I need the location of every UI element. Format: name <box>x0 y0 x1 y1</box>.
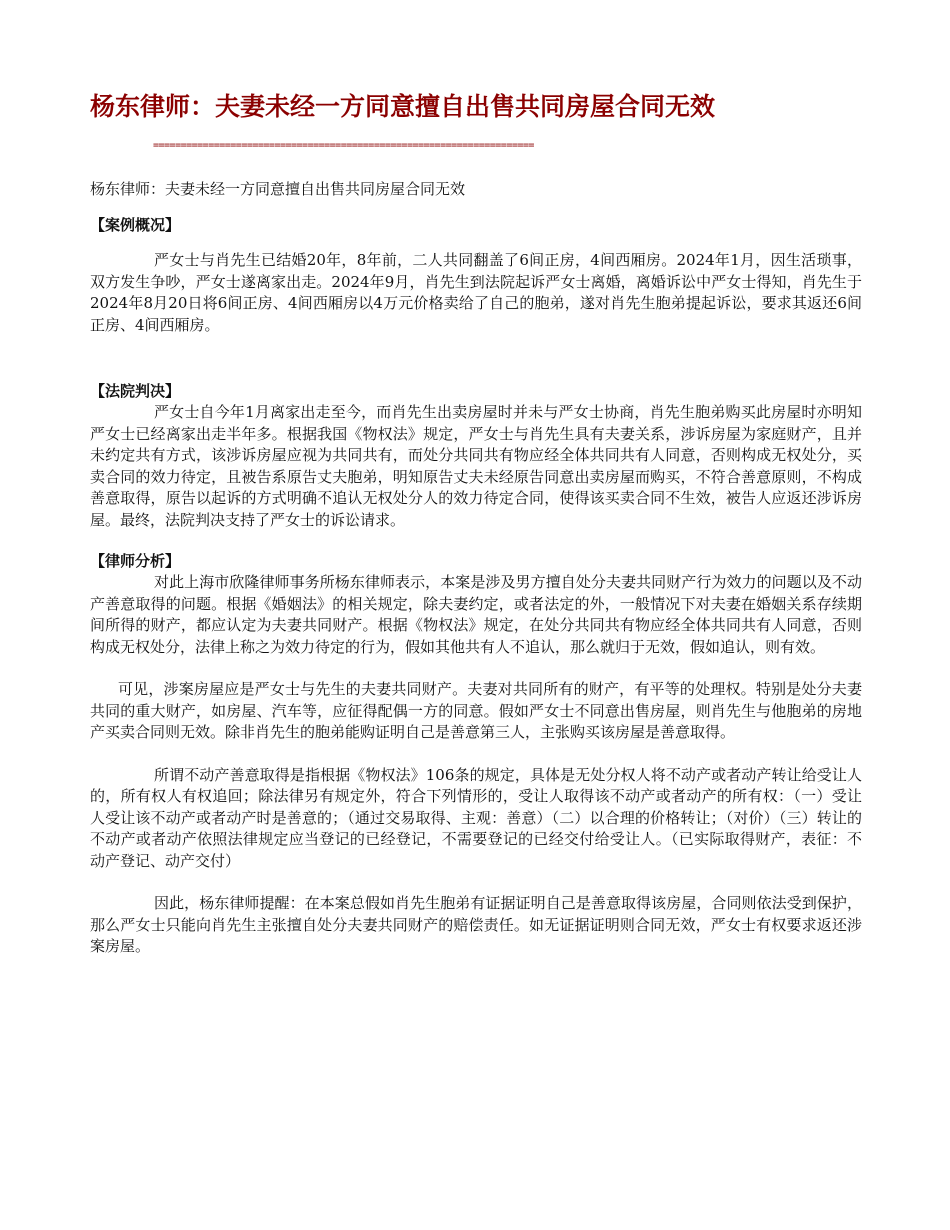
title-divider: ===================================================================== <box>153 140 534 151</box>
article-subtitle: 杨东律师：夫妻未经一方同意擅自出售共同房屋合同无效 <box>90 180 466 198</box>
analysis-paragraph: 可见，涉案房屋应是严女士与先生的夫妻共同财产。夫妻对共同所有的财产，有平等的处理权。特别是处分夫妻共同的重大财产，如房屋、汽车等，应征得配偶一方的同意。假如严女士不同意出售房屋，则肖先生与他胞弟的房地产买卖合同则无效。除非肖先生的胞弟能购证明自己是善意第三人，主张购买该房屋是善意取得。 <box>90 680 862 741</box>
judgment-paragraph: 严女士自今年1月离家出走至今，而肖先生出卖房屋时并未与严女士协商，肖先生胞弟购买此房屋时亦明知严女士已经离家出走半年多。根据我国《物权法》规定，严女士与肖先生具有夫妻关系，涉诉房屋为家庭财产，且并未约定共有方式，该涉诉房屋应视为共同共有，而处分共同共有物应经全体共同共有人同意，否则构成无权处分，买卖合同的效力待定，且被告系原告丈夫胞弟，明知原告丈夫未经原告同意出卖房屋而购买，不符合善意原则，不构成善意取得，原告以起诉的方式明确不追认无权处分人的效力待定合同，使得该买卖合同不生效，被告人应返还涉诉房屋。最终，法院判决支持了严女士的诉讼请求。 <box>90 403 862 529</box>
page-title: 杨东律师：夫妻未经一方同意擅自出售共同房屋合同无效 <box>90 92 716 121</box>
overview-paragraph: 严女士与肖先生已结婚20年，8年前，二人共同翻盖了6间正房，4间西厢房。2024年1月，因生活琐事，双方发生争吵，严女士遂离家出走。2024年9月，肖先生到法院起诉严女士离婚，离婚诉讼中严女士得知，肖先生于2024年8月20日将6间正房、4间西厢房以4万元价格卖给了自己的胞弟，遂对肖先生胞弟提起诉讼，要求其返还6间正房、4间西厢房。 <box>90 251 862 334</box>
judgment-heading: 【法院判决】 <box>90 382 181 400</box>
analysis-paragraph: 所谓不动产善意取得是指根据《物权法》106条的规定，具体是无处分权人将不动产或者动产转让给受让人的，所有权人有权追回；除法律另有规定外，符合下列情形的，受让人取得该不动产或者动产的所有权：（一）受让人受让该不动产或者动产时是善意的；（通过交易取得、主观：善意）（二）以合理的价格转让；（对价）（三）转让的不动产或者动产依照法律规定应当登记的已经登记，不需要登记的已经交付给受让人。（已实际取得财产，表征：不动产登记、动产交付） <box>90 765 862 870</box>
overview-heading: 【案例概况】 <box>90 216 181 234</box>
analysis-paragraph: 因此，杨东律师提醒：在本案总假如肖先生胞弟有证据证明自己是善意取得该房屋，合同则依法受到保护，那么严女士只能向肖先生主张擅自处分夫妻共同财产的赔偿责任。如无证据证明则合同无效，严女士有权要求返还涉案房屋。 <box>90 894 862 955</box>
document-page <box>90 0 862 958</box>
analysis-heading: 【律师分析】 <box>90 552 181 570</box>
analysis-paragraph: 对此上海市欣隆律师事务所杨东律师表示，本案是涉及男方擅自处分夫妻共同财产行为效力的问题以及不动产善意取得的问题。根据《婚姻法》的相关规定，除夫妻约定，或者法定的外，一般情况下对夫妻在婚姻关系存续期间所得的财产，都应认定为夫妻共同财产。根据《物权法》规定，在处分共同共有物应经全体共同共有人同意，否则构成无权处分，法律上称之为效力待定的行为，假如其他共有人不追认，那么就归于无效，假如追认，则有效。 <box>90 573 862 656</box>
